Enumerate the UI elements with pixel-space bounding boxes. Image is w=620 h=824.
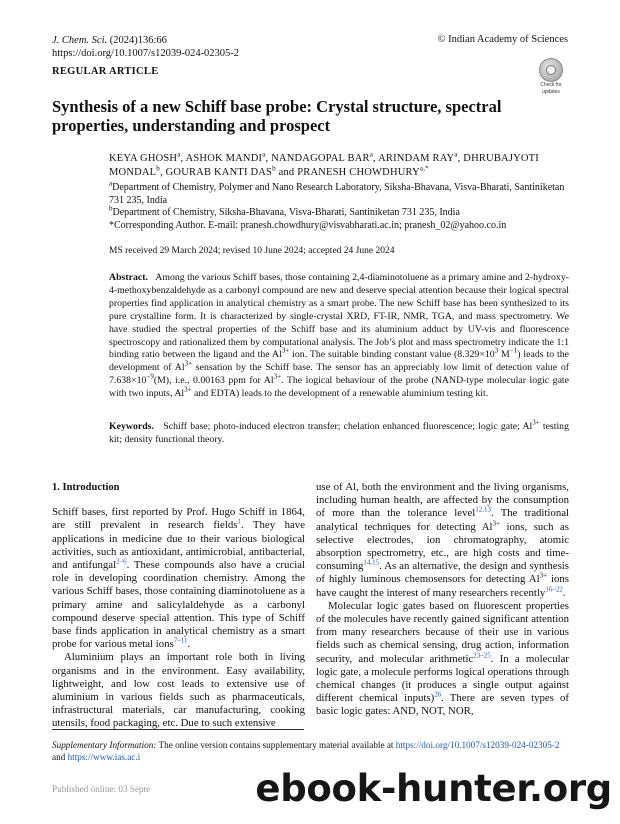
intro-text-r5: ions have caught the interest of many researchers recently [316,573,570,599]
update-icon [539,58,563,82]
keywords-text-1: Schiff base; photo-induced electron transfer; chelation enhanced fluorescence; logic gate; Al [163,421,533,432]
supp-link-2[interactable]: https://www.ias.ac.i [67,752,141,762]
journal-name: J. Chem. Sci. [52,35,108,46]
doi-link[interactable]: https://doi.org/10.1007/s12039-024-02305-2 [52,48,240,59]
intro-text-1: Schiff bases, first reported by Prof. Hugo Schiff in 1864, are still prevalent in research fields [52,506,305,532]
keywords [109,418,569,447]
intro-text-rp2a: Molecular logic gates based on fluorescent properties of the molecules have recently gained significant attention from many researchers because of their use in various fields such as chemical sensing, drug action, information security, and molecular arithmetic [316,599,569,665]
ref-link[interactable]: 23–25 [473,651,491,660]
author-6-sup: b [272,164,276,172]
ref-link[interactable]: 14,15 [363,558,380,567]
abstract-text-5: sensation by the Schiff base. The sensor has an appreciably low limit of detection value of 7.638×10 [109,362,569,387]
check-for-updates-badge[interactable] [536,58,566,95]
intro-sup-r4: 3+ [539,571,548,580]
keywords-sup: 3+ [532,418,540,427]
abstract [109,272,569,401]
ref-link[interactable]: 7–11 [173,636,188,645]
supp-text: The online version contains supplementary material available at [156,740,396,750]
supp-and: and [52,752,68,762]
affiliation-a [109,179,569,207]
abstract-sup-4: 3+ [184,360,193,369]
manuscript-dates: MS received 29 March 2024; revised 10 June 2024; accepted 24 June 2024 [109,246,395,256]
abstract-sup-2: 3 [494,347,499,356]
intro-text-2: . They have applications in medicine due to their various biological activities, such as antioxidant, antimicrobial, antibacterial, and antifungal [52,519,306,572]
author-4: , ARINDAM RAY [373,153,455,164]
intro-paragraph-2-cont [316,481,569,600]
abstract-text-2: ion. The suitable binding constant value (8.329×10 [289,349,495,361]
footnote-rule [52,729,304,730]
abstract-sup-5: −9 [146,372,154,381]
abstract-text-1: Among the various Schiff bases, those containing 2,4-diaminotoluene as a primary amine and 2-hydroxy-4-methoxybenzaldehyde as a carbonyl compound are new and deserve special attention because their logical spectral properties find application in analytical chemistry as a smart probe. The new Schiff base has been synthesized to its pure crystalline form. It is characterized by single-crystal XRD, FT-IR, NMR, TGA, and mass spectrometry. We have studied the spectral properties of the Schiff base and its aluminium adduct by UV-vis and fluorescence spectroscopy and rationalized them by computational analysis. The Job’s plot and mass spectrometry indicate the 1:1 binding ratio between the ligand and the Al [109,272,569,361]
intro-text-r2: . The traditional analytical techniques for detecting Al [316,507,570,533]
supplementary-info [52,739,567,763]
aff-a-sup: a [109,179,113,188]
keywords-text-2: testing kit; density functional theory. [109,421,569,445]
author-2-sup: a [262,150,266,159]
publisher: © Indian Academy of Sciences [437,34,568,45]
affiliation-b [109,204,569,220]
intro-text-r4: . As an alternative, the design and synthesis of highly luminous chemosensors for detecting Al [316,560,569,586]
abstract-sup-1: 3+ [281,347,290,356]
intro-paragraph-2: Aluminium plays an important role both in living organisms and in the environment. Easy availability, lightweight, and low cost leads to extensive use of aluminium in various fields such as pharmaceuticals, infrastructural materials, car manufacturing, cooking utensils, food packaging, etc. Due to such extensive [52,651,305,730]
author-3: , NANDAGOPAL BAR [265,153,370,164]
ref-link[interactable]: 26 [434,690,442,699]
citation: (2024)136:66 [107,35,167,46]
aff-b-sup: b [109,204,113,213]
author-5: , DHRUBAJYOTI MONDAL [109,153,539,178]
aff-a-text: Department of Chemistry, Polymer and Nano Research Laboratory, Siksha-Bhavana, Visva-Bharati, Santiniketan 731 235, India [109,182,565,206]
intro-text-4: . [187,638,191,651]
abstract-sup-3: −1 [509,347,518,356]
abstract-sup-7: 3+ [184,385,192,394]
abstract-text-3: M [498,349,510,361]
intro-paragraph-1 [52,506,305,651]
abstract-text-4: ) leads to the development of Al [109,349,569,374]
abstract-text-7: . The logical behaviour of the probe (NAND-type molecular logic gate with two inputs, Al [109,375,569,400]
intro-text-r3: ions, such as selective electrodes, ion chromatography, atomic absorption spectrometry, etc., are high costs and time-consuming [316,520,569,573]
ref-link[interactable]: 2–6 [116,557,127,566]
author-2: , ASHOK MANDI [180,153,263,164]
keywords-label: Keywords. [109,421,154,432]
intro-text-r6: . [562,586,566,599]
author-7: and PRANESH CHOWDHURY [275,166,420,178]
author-3-sup: a [369,150,374,159]
ref-link[interactable]: 1 [237,517,241,526]
corresponding-author: *Corresponding Author. E-mail: pranesh.chowdhury@visvabharati.ac.in; pranesh_02@yahoo.co.in [109,220,507,231]
author-1-sup: a [177,150,181,159]
intro-text-r1: use of Al, both the environment and the living organisms, including human health, are affected by the consumption of more than the tolerance level [316,481,569,520]
author-1: KEYA GHOSH [109,153,178,164]
supp-link[interactable]: https://doi.org/10.1007/s12039-024-02305-2 [395,740,560,750]
ref-link[interactable]: 16–22 [545,585,563,594]
badge-label-1: Check for [540,82,562,88]
column-left [52,481,305,731]
intro-text-rp2b: . In a molecular logic gate, a molecule performs logical operations through chemical changes (it produces a single output against different chemical inputs) [316,652,570,705]
author-7-sup: a,* [419,164,429,172]
author-6: , GOURAB KANTI DAS [159,166,273,178]
watermark: ebook-hunter.org [255,767,612,810]
intro-text-rp2c: . There are seven types of basic logic gates: AND, NOT, NOR, [316,692,569,718]
intro-paragraph-3 [316,600,569,719]
abstract-sup-6: 3+ [273,372,282,381]
intro-sup-r2: 3+ [492,519,500,528]
section-heading: 1. Introduction [52,482,120,493]
abstract-text-6: (M), i.e., 0.00163 ppm for Al [153,375,274,387]
intro-text-3: . These compounds also have a crucial role in developing coordination chemistry. Among the various Schiff bases, those containing diaminotoluene as a primary amine and salicylaldehyde as a carbonyl compound deserve special attention. This type of Schiff base finds application in analytical chemistry as a smart probe for various metal ions [52,559,306,651]
badge-label-2: updates [542,88,560,95]
column-right [316,481,569,719]
article-type: REGULAR ARTICLE [52,66,159,77]
author-4-sup: a [454,150,458,159]
abstract-label: Abstract. [109,272,148,283]
supp-label: Supplementary Information: [52,740,157,750]
article-title: Synthesis of a new Schiff base probe: Crystal structure, spectral properties, understanding and prospect [52,97,502,135]
author-list [109,152,569,179]
ref-link[interactable]: 12,13 [475,505,492,514]
aff-b-text: Department of Chemistry, Siksha-Bhavana, Visva-Bharati, Santiniketan 731 235, India [112,207,460,218]
abstract-text-8: and EDTA) leads to the development of a renewable aluminium testing kit. [191,388,489,400]
journal-header [52,34,239,60]
author-5-sup: b [156,164,160,172]
